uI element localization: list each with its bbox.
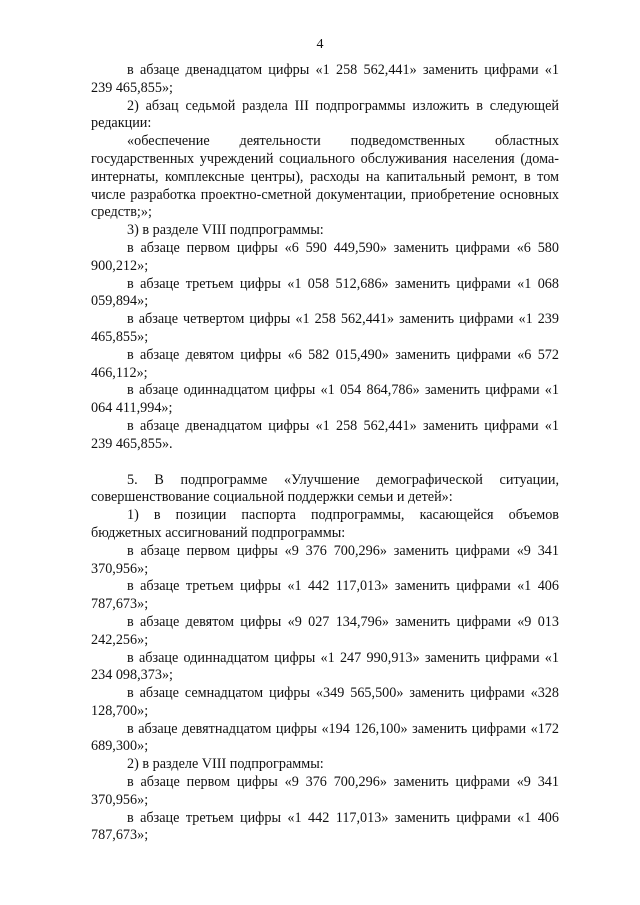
paragraph: в абзаце девятнадцатом цифры «194 126,100» заменить цифрами «172 689,300»; xyxy=(91,720,559,755)
paragraph: в абзаце третьем цифры «1 058 512,686» заменить цифрами «1 068 059,894»; xyxy=(91,275,559,310)
paragraph: в абзаце двенадцатом цифры «1 258 562,441» заменить цифрами «1 239 465,855»; xyxy=(91,62,559,96)
paragraph: в абзаце первом цифры «9 376 700,296» заменить цифрами «9 341 370,956»; xyxy=(91,774,559,808)
paragraph: 1) в позиции паспорта подпрограммы, касающейся объемов бюджетных ассигнований подпрограммы: xyxy=(91,507,559,541)
paragraph: в абзаце одиннадцатом цифры «1 054 864,786» заменить цифрами «1 064 411,994»; xyxy=(91,382,559,417)
paragraph: 2) в разделе VIII подпрограммы: xyxy=(127,756,324,773)
paragraph: в абзаце первом цифры «9 376 700,296» заменить цифрами «9 341 370,956»; xyxy=(91,542,559,577)
section-heading-paragraph: 5. В подпрограмме «Улучшение демографической ситуации, совершенствование социальной поддержки семьи и детей»: xyxy=(91,471,559,506)
document-body xyxy=(91,62,559,845)
section-spacer xyxy=(91,454,559,472)
paragraph: в абзаце третьем цифры «1 442 117,013» заменить цифрами «1 406 787,673»; xyxy=(91,809,559,844)
paragraph: в абзаце одиннадцатом цифры «1 247 990,913» заменить цифрами «1 234 098,373»; xyxy=(91,649,559,684)
quoted-paragraph: «обеспечение деятельности подведомственных областных государственных учреждений социального обслуживания населения (дома-интернаты, комплексные центры), расходы на капитальный ремонт, в том числе разработка проектно-сметной документации, приобретение основных средств;»; xyxy=(91,133,559,221)
paragraph: в абзаце семнадцатом цифры «349 565,500» заменить цифрами «328 128,700»; xyxy=(91,685,559,719)
paragraph: 3) в разделе VIII подпрограммы: xyxy=(127,222,324,239)
paragraph: в абзаце двенадцатом цифры «1 258 562,441» заменить цифрами «1 239 465,855». xyxy=(91,417,559,452)
paragraph: в абзаце четвертом цифры «1 258 562,441» заменить цифрами «1 239 465,855»; xyxy=(91,311,559,345)
paragraph: в абзаце девятом цифры «6 582 015,490» заменить цифрами «6 572 466,112»; xyxy=(91,346,559,381)
paragraph: в абзаце первом цифры «6 590 449,590» заменить цифрами «6 580 900,212»; xyxy=(91,239,559,274)
page-number: 4 xyxy=(316,37,324,52)
paragraph: в абзаце девятом цифры «9 027 134,796» заменить цифрами «9 013 242,256»; xyxy=(91,613,559,648)
paragraph: в абзаце третьем цифры «1 442 117,013» заменить цифрами «1 406 787,673»; xyxy=(91,578,559,613)
paragraph: 2) абзац седьмой раздела III подпрограммы изложить в следующей редакции: xyxy=(91,97,559,132)
